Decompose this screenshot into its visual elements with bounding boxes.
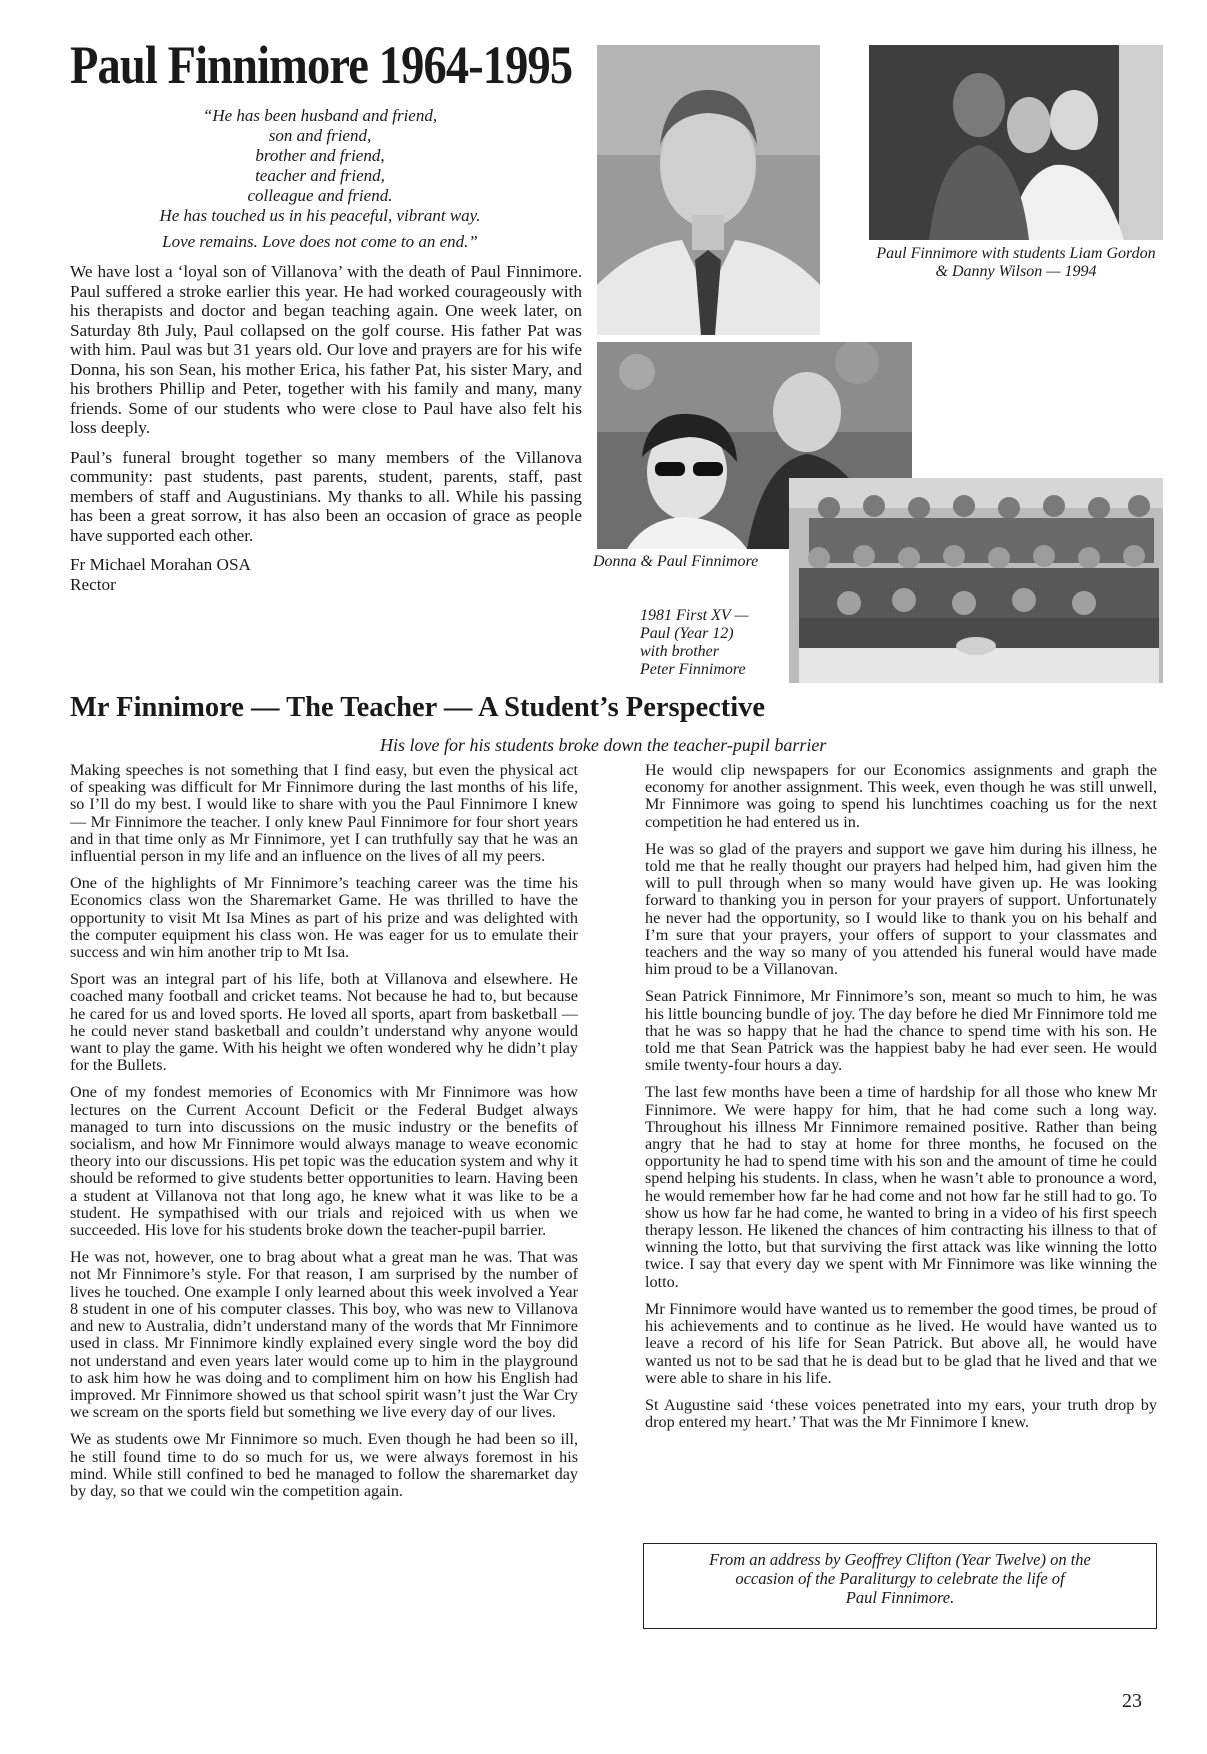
article-paragraph: He would clip newspapers for our Economics assignments and graph the economy for another assignment. This week, even though he was still unwell, Mr Finnimore was going to spend his lunchtimes coaching us for the next competition he had entered us in. [645,761,1157,831]
article-paragraph: Mr Finnimore would have wanted us to remember the good times, be proud of his achievements and to continue as he lived. He would have wanted us to leave a record of his life for Sean Patrick. But above all, he would have wanted us not to be sad that he is dead but to be glad that he lived and that we were able to share in his life. [645,1299,1157,1387]
source-note-line: Paul Finnimore. [845,1588,955,1607]
portrait-photo [597,45,820,335]
page-title: Paul Finnimore 1964-1995 [70,35,573,95]
intro-paragraph: Paul’s funeral brought together so many members of the Villanova community: past students, past parents, student, parents, staff, past members of staff and Augustinians. My thanks to all. While his passing has been a great sorrow, it has also been an occasion of grace as people have supported each other. [70,447,582,545]
poem-line: “He has been husband and friend, [202,106,438,125]
poem-line: teacher and friend, [255,166,385,185]
article-paragraph: We as students owe Mr Finnimore so much. Even though he had been so ill, he still found time to do so much for us, we were always foremost in his mind. While still confined to bed he managed to follow the sharemarket day by day, so that we could win the competition again. [70,1430,578,1500]
poem-line: brother and friend, [255,146,385,165]
poem-line: He has touched us in his peaceful, vibrant way. [159,206,481,225]
source-note-box [643,1543,1157,1629]
article-paragraph: The last few months have been a time of hardship for all those who knew Mr Finnimore. We were happy for him, that he had come such a long way. Throughout his illness Mr Finnimore remained positive. Rather than being angry that he had to stay at home for three months, he focused on the opportunity he had to spend time with his son and the amount of time he could spend helping his students. In class, when he wasn’t able to pronounce a word, he would remember how far he had come and not how far he still had to go. To show us how far he had come, he wanted to bring in a video of his first speech therapy lesson. He likened the chances of him contracting his illness to that of winning the lotto, but that surviving the first attack was like winning the lotto twice. I say that every day we spent with Mr Finnimore was like winning the lotto. [645,1083,1157,1291]
article-heading: Mr Finnimore — The Teacher — A Student’s Perspective [70,692,766,723]
poem-line: son and friend, [268,126,372,145]
poem-line: colleague and friend. [247,186,393,205]
source-note-line: From an address by Geoffrey Clifton (Year Twelve) on the [709,1550,1091,1569]
page-number: 23 [1122,1690,1142,1712]
memorial-poem [60,106,580,252]
signature-name: Fr Michael Morahan OSA [70,555,251,574]
team-caption-line: 1981 First XV — [640,607,749,624]
article-paragraph: He was so glad of the prayers and support we gave him during his illness, he told me that he really thought our prayers had helped him, had given him the will to pull through when so many would have given up. He was looking forward to thanking you in person for your prayers of support. Unfortunately he never had the opportunity, so I would like to thank you on his behalf and I’m sure that your prayers, your offers of support to your classmates and teachers and the way so many of you attended his funeral would have made him proud to be a Villanovan. [645,839,1157,979]
article-paragraph: Sport was an integral part of his life, both at Villanova and elsewhere. He coached many football and cricket teams. Not because he had to, but because he cared for us and loved sports. He loved all sports, apart from basketball — he could never stand basketball and couldn’t understand why anyone would want to play the game. With his height we often wondered why he didn’t play for the Bullets. [70,970,578,1075]
article-right-column [645,762,1157,1441]
article-paragraph: He was not, however, one to brag about what a great man he was. That was not Mr Finnimore’s style. For that reason, I am surprised by the number of lives he touched. One example I only learned about this week involved a Year 8 student in one of his computer classes. This boy, who was new to Villanova and new to Australia, didn’t understand many of the words that Mr Finnimore used in class. Mr Finnimore kindly explained every single word the boy did not understand and even years later would come up to him in the playground to ask him how he was doing and to compliment him on how his English had improved. Mr Finnimore showed us that school spirit wasn’t just the War Cry we scream on the sports field but something we live every day of our lives. [70,1248,578,1422]
signature-role: Rector [70,574,116,594]
article-paragraph: St Augustine said ‘these voices penetrated into my ears, your truth drop by drop entered my heart.’ That was the Mr Finnimore I knew. [645,1395,1157,1432]
article-left-column [70,762,578,1510]
source-note-line: occasion of the Paraliturgy to celebrate the life of [735,1569,1065,1588]
intro-paragraph: We have lost a ‘loyal son of Villanova’ with the death of Paul Finnimore. Paul suffered a stroke earlier this year. He had worked courageously with his therapists and doctor and began teaching again. One week later, on Saturday 8th July, Paul collapsed on the golf course. His father Pat was with him. Paul was but 31 years old. Our love and prayers are for his wife Donna, his son Sean, his mother Erica, his father Pat, his sister Mary, and his brothers Phillip and Peter, together with his family and many, many friends. Some of our students who were close to Paul have also felt his loss deeply. [70,262,582,437]
article-subheading: His love for his students broke down the teacher-pupil barrier [380,735,827,755]
team-caption-line: with brother [640,643,719,660]
article-paragraph: Sean Patrick Finnimore, Mr Finnimore’s son, meant so much to him, he was his little bouncing bundle of joy. The day before he died Mr Finnimore told me that he was so happy that he had the chance to spend time with his son. He told me that Sean Patrick was the happiest baby he had ever seen. He would smile twenty-four hours a day. [645,987,1157,1075]
article-paragraph: One of my fondest memories of Economics with Mr Finnimore was how lectures on the Current Account Deficit or the Federal Budget always managed to turn into discussions on the music industry or the benefits of socialism, and how Mr Finnimore would always manage to weave economic theory into our discussions. His pet topic was the education system and why it should be reformed to give students better opportunities to learn. Having been a student at Villanova not that long ago, he knew what it was like to be a student. He sympathised with our trials and rejoiced with us when we succeeded. His love for his students broke down the teacher-pupil barrier. [70,1083,578,1240]
donna-caption: Donna & Paul Finnimore [593,553,759,570]
article-paragraph: Making speeches is not something that I find easy, but even the physical act of speaking was difficult for Mr Finnimore during the last months of his life, so I’ll do my best. I would like to share with you the Paul Finnimore I knew — Mr Finnimore the teacher. I only knew Paul Finnimore for four short years and in that time only as Mr Finnimore, yet I can truthfully say that he was an influential person in my life and an influence on the lives of all my peers. [70,761,578,866]
intro-text [70,262,582,594]
team-caption-line: Peter Finnimore [640,661,746,678]
team-caption-line: Paul (Year 12) [640,625,734,642]
article-paragraph: One of the highlights of Mr Finnimore’s teaching career was the time his Economics class won the Sharemarket Game. He was thrilled to have the opportunity to visit Mt Isa Mines as part of his prize and was delighted with the computer equipment his class won. He was eager for us to emulate their success and win him another trip to Mt Isa. [70,874,578,962]
students-caption: Paul Finnimore with students Liam Gordon & Danny Wilson — 1994 [876,245,1156,280]
team-photo [789,478,1163,683]
team-caption [640,607,790,679]
poem-line: Love remains. Love does not come to an end.” [162,232,478,251]
students-photo [869,45,1163,240]
